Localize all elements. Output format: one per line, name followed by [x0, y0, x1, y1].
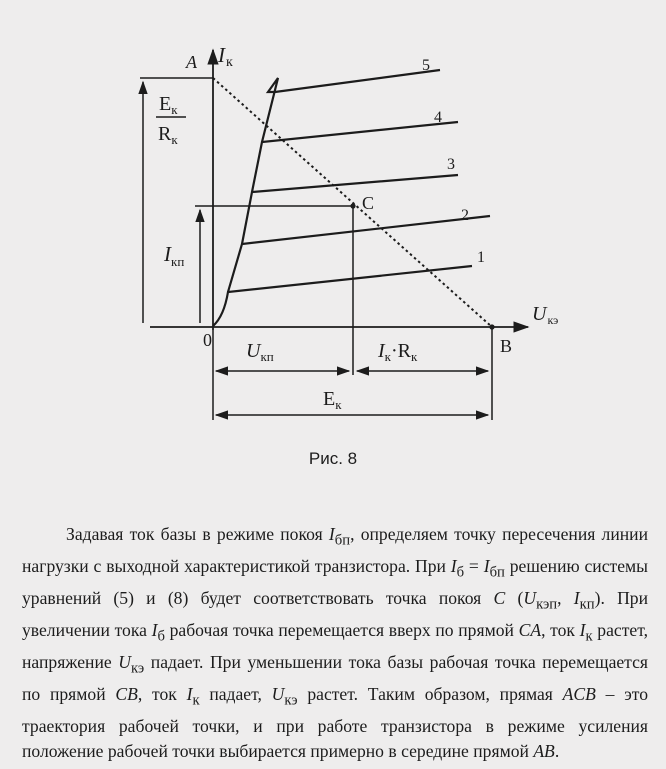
- body-paragraph: Задавая ток базы в режиме покоя $I_{бп}$, определяем точку пересечения линии нагрузки с выходной характеристикой транзистора. При $I_б = I_{бп}$ решению системы уравнений (5) и (8) будет соответствовать точка покоя C ($U_{кэп}$, $I_{кп}$). При увеличении тока $I_б$ рабочая точка перемещается вверх по прямой CA, ток $I_к$ растет, напряжение $U_{кэ}$ падает. При уменьшении тока базы рабочая точка перемещается по прямой CB, ток $I_к$ падает, $U_{кэ}$ растет. Таким образом, прямая ACB – это траектория рабочей точки, и при работе транзистора в режиме усиления положение рабочей точки выбирается примерно в середине прямой AB.: [22, 524, 649, 761]
- ek-rk-denominator: $R_к$: [158, 123, 178, 147]
- curve-label-4: 4: [434, 109, 442, 126]
- curve-label-5: 5: [422, 57, 430, 74]
- point-a-label: A: [186, 52, 197, 72]
- output-curve-4: [252, 122, 458, 192]
- point-b-label: B: [500, 336, 513, 356]
- ikp-label: $I_{кп}$: [164, 242, 185, 269]
- output-curve-5: [262, 70, 440, 142]
- ikrk-label: $I_к\cdot R_к$: [378, 340, 418, 364]
- curve-label-2: 2: [461, 207, 469, 224]
- ek-rk-numerator: $E_к$: [159, 93, 178, 117]
- x-axis-label: $U_{кэ}$: [532, 303, 559, 327]
- y-axis-label: Iк: [218, 43, 233, 70]
- origin-label: 0: [203, 330, 212, 350]
- curve-label-3: 3: [447, 156, 455, 173]
- output-curve-1: [213, 266, 472, 326]
- output-curve-3: [242, 175, 458, 244]
- output-curve-2: [228, 216, 490, 292]
- figure-caption: Рис. 8: [308, 449, 358, 468]
- curve-label-1: 1: [477, 249, 485, 266]
- ukp-label: $U_{кп}$: [246, 340, 274, 364]
- ek-label: $E_к$: [323, 388, 342, 412]
- point-c-label: C: [362, 193, 375, 213]
- point-b-marker: [489, 324, 494, 329]
- point-c-marker: [350, 203, 355, 208]
